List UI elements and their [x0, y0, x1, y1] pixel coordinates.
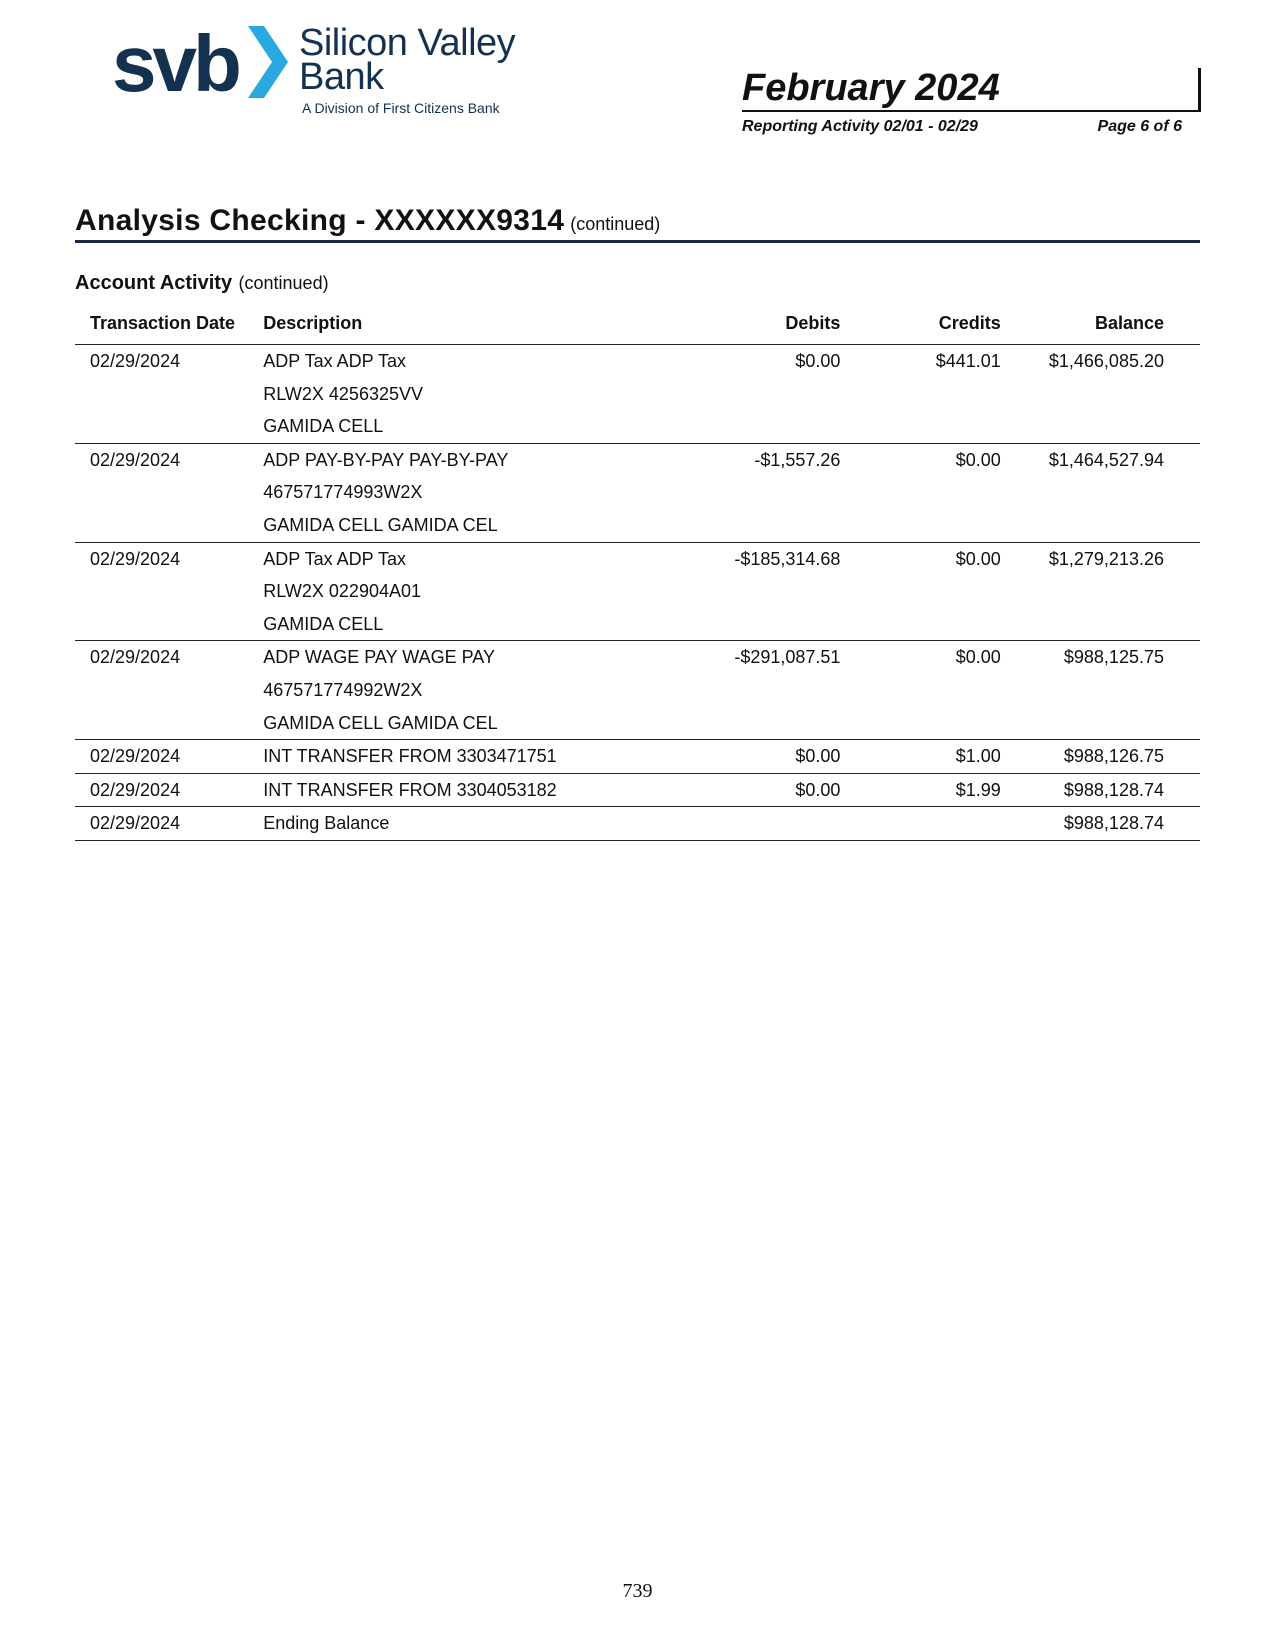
- account-continued: (continued): [570, 214, 661, 234]
- page-indicator: Page 6 of 6: [1097, 118, 1182, 135]
- cell-debits: [679, 807, 841, 841]
- cell-description: [263, 641, 678, 740]
- cell-description: [263, 542, 678, 641]
- activity-continued: (continued): [238, 273, 329, 293]
- bank-logo: [112, 16, 522, 120]
- activity-heading: [75, 272, 329, 295]
- cell-description: [263, 443, 678, 542]
- column-header-balance: Balance: [1001, 313, 1200, 345]
- cell-balance: $988,128.74: [1001, 807, 1200, 841]
- month-divider: [742, 110, 1200, 112]
- column-header-debits: Debits: [679, 313, 841, 345]
- cell-date: 02/29/2024: [75, 641, 263, 740]
- description-line: ADP Tax ADP Tax: [263, 548, 406, 569]
- cell-credits: $1.00: [840, 740, 1000, 774]
- column-header-credits: Credits: [840, 313, 1000, 345]
- description-line: ADP WAGE PAY WAGE PAY: [263, 647, 495, 668]
- cell-credits: $0.00: [840, 443, 1000, 542]
- cell-description: [263, 345, 678, 444]
- description-line: INT TRANSFER FROM 3303471751: [263, 746, 557, 767]
- logo-name-line1: Silicon Valley: [299, 22, 516, 64]
- table-row: [75, 443, 1200, 542]
- account-heading: [75, 204, 660, 238]
- cell-balance: $1,466,085.20: [1001, 345, 1200, 444]
- cell-balance: $1,279,213.26: [1001, 542, 1200, 641]
- description-line: ADP Tax ADP Tax: [263, 351, 406, 371]
- column-header-description: Description: [263, 313, 678, 345]
- cell-debits: -$1,557.26: [679, 443, 841, 542]
- statement-month: February 2024: [742, 67, 1000, 109]
- cell-date: 02/29/2024: [75, 345, 263, 444]
- cell-date: 02/29/2024: [75, 542, 263, 641]
- description-line: 467571774993W2X: [263, 482, 423, 503]
- cell-balance: $988,125.75: [1001, 641, 1200, 740]
- description-line: RLW2X 4256325VV: [263, 383, 424, 404]
- month-divider-right: [1198, 68, 1201, 112]
- cell-credits: [840, 807, 1000, 841]
- cell-date: 02/29/2024: [75, 807, 263, 841]
- cell-description: [263, 740, 678, 774]
- description-line: INT TRANSFER FROM 3304053182: [263, 779, 557, 800]
- cell-balance: $988,128.74: [1001, 773, 1200, 807]
- column-header-date: Transaction Date: [75, 313, 263, 345]
- logo-mark: svb: [112, 19, 238, 108]
- table-row: [75, 345, 1200, 444]
- cell-date: 02/29/2024: [75, 443, 263, 542]
- page-number: 739: [622, 1580, 653, 1602]
- cell-date: 02/29/2024: [75, 740, 263, 774]
- cell-balance: $988,126.75: [1001, 740, 1200, 774]
- cell-debits: -$291,087.51: [679, 641, 841, 740]
- cell-credits: $441.01: [840, 345, 1000, 444]
- description-line: GAMIDA CELL GAMIDA CEL: [263, 514, 498, 535]
- cell-debits: $0.00: [679, 345, 841, 444]
- cell-description: [263, 773, 678, 807]
- cell-balance: $1,464,527.94: [1001, 443, 1200, 542]
- cell-debits: -$185,314.68: [679, 542, 841, 641]
- reporting-period: Reporting Activity 02/01 - 02/29: [742, 118, 978, 135]
- description-line: GAMIDA CELL: [263, 613, 384, 634]
- activity-title: Account Activity: [75, 272, 233, 294]
- logo-wordmark: [299, 22, 516, 98]
- description-line: 467571774992W2X: [263, 679, 423, 700]
- cell-description: [263, 807, 678, 841]
- description-line: RLW2X 022904A01: [263, 581, 422, 602]
- logo-name-line2: Bank: [299, 56, 384, 98]
- cell-debits: $0.00: [679, 740, 841, 774]
- description-line: ADP PAY-BY-PAY PAY-BY-PAY: [263, 449, 509, 470]
- description-line: GAMIDA CELL: [263, 416, 384, 437]
- logo-division: A Division of First Citizens Bank: [302, 100, 500, 116]
- activity-rows: [75, 345, 1200, 841]
- cell-date: 02/29/2024: [75, 773, 263, 807]
- table-header-row: [75, 313, 1200, 345]
- description-line: GAMIDA CELL GAMIDA CEL: [263, 712, 498, 733]
- table-row: [75, 807, 1200, 841]
- section-divider: [75, 240, 1200, 243]
- cell-debits: $0.00: [679, 773, 841, 807]
- table-row: [75, 542, 1200, 641]
- description-line: Ending Balance: [263, 813, 390, 834]
- activity-table: [75, 313, 1200, 841]
- table-row: [75, 773, 1200, 807]
- cell-credits: $1.99: [840, 773, 1000, 807]
- cell-credits: $0.00: [840, 542, 1000, 641]
- chevron-right-icon: [248, 26, 288, 98]
- account-title: Analysis Checking - XXXXXX9314: [75, 204, 565, 237]
- table-row: [75, 740, 1200, 774]
- cell-credits: $0.00: [840, 641, 1000, 740]
- table-row: [75, 641, 1200, 740]
